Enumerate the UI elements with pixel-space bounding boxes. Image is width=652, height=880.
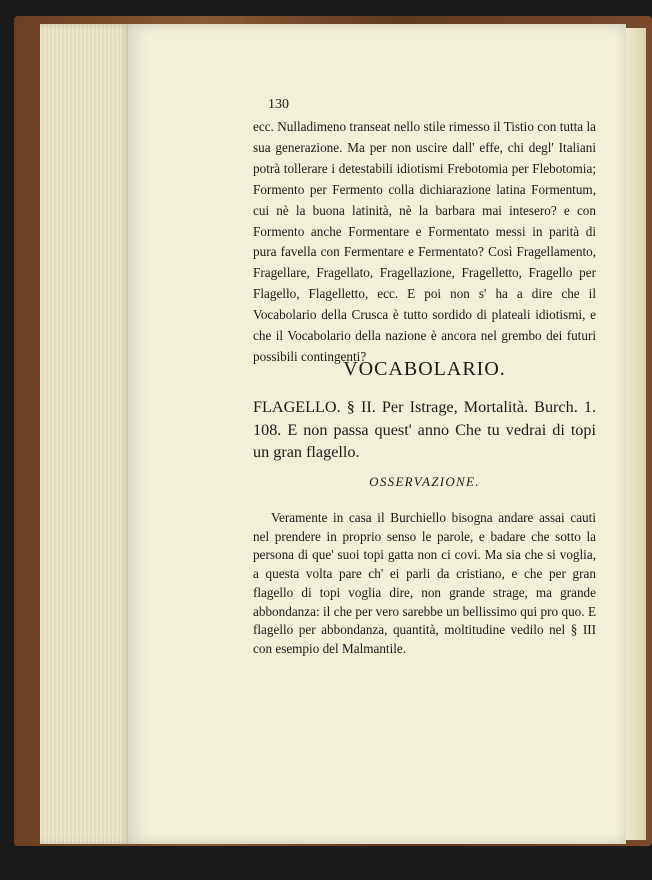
paragraph-1 <box>253 117 596 368</box>
right-page-edge <box>626 28 646 840</box>
paragraph-1-text: ecc. Nulladimeno transeat nello stile rimesso il Tistio con tutta la sua generazione. Ma per non uscire dall' effe, chi degl' Italiani potrà tollerare i detestabili idiotismi Frebotomia per Flebotomia; Formento per Fermento colla dichiarazione latina Formentum, cui nè la buona latinità, nè la barbara mai intesero? e con Formento anche Formentare e Formentato messi in parità di pura favella con Fermentare e Fermentato? Così Fragellamento, Fragellare, Fragellato, Fragellazione, Fragelletto, Fragello per Flagello, Flagelletto, ecc. E poi non s' ha a dire che il Vocabolario della Crusca è tutto sordido di plateali idiotismi, e che il Vocabolario della nazione è ancora nel grembo dei futuri possibili contingenti? <box>253 119 596 364</box>
page-edges <box>40 24 132 844</box>
observation-heading: OSSERVAZIONE. <box>369 474 480 489</box>
paragraph-2-text: Veramente in casa il Burchiello bisogna andare assai cauti nel prendere in proprio senso le parole, e badare che sotto la persona di que' suoi topi gatta non ci covi. Ma sia che si voglia, a questa volta pare ch' ei parli da cristiano, e che per gran flagello di topi voglia dire, non grande strage, ma grande abbondanza: il che per vero sarebbe un bellissimo qui pro quo. E flagello per abbondanza, quantità, moltitudine vedilo nel § III con esempio del Malmantile. <box>253 510 596 656</box>
page-number: 130 <box>268 97 289 112</box>
paragraph-2 <box>253 509 596 659</box>
dictionary-entry: FLAGELLO. § II. Per Istrage, Mortalità. Burch. 1. 108. E non passa quest' anno Che tu vedrai di topi un gran flagello. <box>253 398 596 462</box>
section-heading: VOCABOLARIO. <box>343 358 506 380</box>
